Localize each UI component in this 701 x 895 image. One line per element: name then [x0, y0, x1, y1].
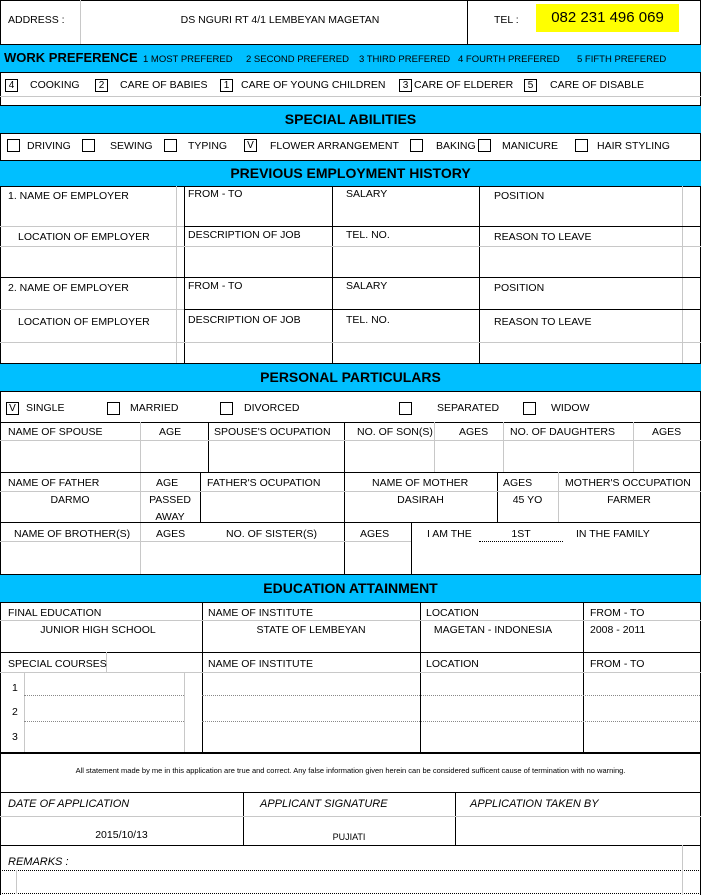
- ability-label-driving: DRIVING: [27, 140, 71, 152]
- courses-location-label: LOCATION: [426, 658, 479, 670]
- employer2-position-label: POSITION: [494, 282, 545, 294]
- tel-value[interactable]: 082 231 496 069: [536, 4, 679, 32]
- pref-legend-3: 3 THIRD PREFERED: [359, 54, 451, 65]
- status-label-single: SINGLE: [26, 402, 65, 414]
- work-preference-title: WORK PREFERENCE: [4, 50, 138, 65]
- mother-name-value[interactable]: DASIRAH: [397, 494, 444, 506]
- employer1-reason-label: REASON TO LEAVE: [494, 231, 592, 243]
- pref-label-elderer: CARE OF ELDERER: [414, 79, 514, 91]
- employer1-position-label: POSITION: [494, 190, 545, 202]
- mother-name-label: NAME OF MOTHER: [372, 477, 469, 489]
- pref-label-disable: CARE OF DISABLE: [550, 79, 644, 91]
- course-row-2: 2: [12, 706, 18, 718]
- mother-occupation-label: MOTHER'S OCCUPATION: [565, 477, 691, 489]
- personal-title: PERSONAL PARTICULARS: [260, 369, 441, 385]
- institute-value[interactable]: STATE OF LEMBEYAN: [256, 624, 366, 636]
- ability-label-sewing: SEWING: [110, 140, 153, 152]
- status-label-married: MARRIED: [130, 402, 179, 414]
- date-of-application-value[interactable]: 2015/10/13: [95, 829, 148, 841]
- course-row-3: 3: [12, 731, 18, 743]
- education-title: EDUCATION ATTAINMENT: [263, 580, 438, 596]
- employer2-from-to-label: FROM - TO: [188, 280, 243, 292]
- pref-rank-disable[interactable]: 5: [524, 79, 537, 92]
- ability-label-hair-styling: HAIR STYLING: [597, 140, 670, 152]
- father-age-value-line1[interactable]: PASSED: [149, 494, 191, 506]
- spouse-sons-ages-label: AGES: [459, 426, 489, 438]
- spouse-name-label: NAME OF SPOUSE: [8, 426, 103, 438]
- courses-institute-label: NAME OF INSTITUTE: [208, 658, 313, 670]
- date-of-application-label: DATE OF APPLICATION: [8, 798, 130, 810]
- pref-legend-2: 2 SECOND PREFERED: [246, 54, 349, 65]
- ability-check-typing[interactable]: [164, 139, 177, 152]
- pref-label-babies: CARE OF BABIES: [120, 79, 208, 91]
- employment-title: PREVIOUS EMPLOYMENT HISTORY: [230, 165, 471, 181]
- pref-label-young-children: CARE OF YOUNG CHILDREN: [241, 79, 386, 91]
- employer2-description-label: DESCRIPTION OF JOB: [188, 314, 301, 326]
- spouse-age-label: AGE: [159, 426, 182, 438]
- special-courses-label: SPECIAL COURSES: [8, 658, 107, 670]
- employer2-salary-label: SALARY: [346, 280, 388, 292]
- status-check-separated[interactable]: [399, 402, 412, 415]
- final-education-value[interactable]: JUNIOR HIGH SCHOOL: [40, 624, 156, 636]
- applicant-signature-label: APPLICANT SIGNATURE: [260, 798, 388, 810]
- mother-occupation-value[interactable]: FARMER: [607, 494, 651, 506]
- brothers-ages-label: AGES: [156, 528, 186, 540]
- employer1-tel-label: TEL. NO.: [346, 229, 390, 241]
- special-abilities-title: SPECIAL ABILITIES: [284, 111, 417, 127]
- remarks-label: REMARKS :: [8, 856, 69, 868]
- institute-label: NAME OF INSTITUTE: [208, 607, 313, 619]
- pref-rank-babies[interactable]: 2: [95, 79, 108, 92]
- ability-label-manicure: MANICURE: [502, 140, 559, 152]
- location-value[interactable]: MAGETAN - INDONESIA: [433, 624, 553, 636]
- pref-rank-elderer[interactable]: 3: [399, 79, 412, 92]
- ability-label-flower: FLOWER ARRANGEMENT: [270, 140, 399, 152]
- ability-check-driving[interactable]: [7, 139, 20, 152]
- status-check-widow[interactable]: [523, 402, 536, 415]
- status-label-widow: WIDOW: [551, 402, 590, 414]
- status-check-single[interactable]: V: [6, 402, 19, 415]
- ability-label-typing: TYPING: [188, 140, 228, 152]
- employer1-description-label: DESCRIPTION OF JOB: [188, 229, 301, 241]
- spouse-daughters-label: NO. OF DAUGHTERS: [510, 426, 616, 438]
- ability-label-baking: BAKING: [436, 140, 476, 152]
- ability-check-manicure[interactable]: [478, 139, 491, 152]
- employer1-salary-label: SALARY: [346, 188, 388, 200]
- from-to-value[interactable]: 2008 - 2011: [590, 624, 646, 636]
- location-label: LOCATION: [426, 607, 479, 619]
- spouse-daughters-ages-label: AGES: [652, 426, 682, 438]
- application-taken-by-label: APPLICATION TAKEN BY: [470, 798, 599, 810]
- statement-text: All statement made by me in this application are true and correct. Any false information given herein can be considered sufficent cause of termination with no warning.: [75, 766, 626, 775]
- father-age-value-line2[interactable]: AWAY: [155, 511, 185, 523]
- in-the-family-label: IN THE FAMILY: [576, 528, 650, 540]
- employer1-name-label: 1. NAME OF EMPLOYER: [8, 190, 129, 202]
- employer2-location-label: LOCATION OF EMPLOYER: [18, 316, 150, 328]
- status-check-divorced[interactable]: [220, 402, 233, 415]
- ability-check-hair-styling[interactable]: [575, 139, 588, 152]
- employer1-location-label: LOCATION OF EMPLOYER: [18, 231, 150, 243]
- status-label-divorced: DIVORCED: [244, 402, 300, 414]
- address-label: ADDRESS :: [8, 14, 65, 26]
- father-occupation-label: FATHER'S OCUPATION: [207, 477, 321, 489]
- sisters-ages-label: AGES: [360, 528, 390, 540]
- employer2-tel-label: TEL. NO.: [346, 314, 390, 326]
- tel-label: TEL :: [494, 14, 519, 26]
- employer2-name-label: 2. NAME OF EMPLOYER: [8, 282, 129, 294]
- courses-from-to-label: FROM - TO: [590, 658, 645, 670]
- mother-ages-label: AGES: [503, 477, 533, 489]
- from-to-label: FROM - TO: [590, 607, 645, 619]
- status-check-married[interactable]: [107, 402, 120, 415]
- pref-legend-1: 1 MOST PREFERED: [143, 54, 233, 65]
- pref-legend-5: 5 FIFTH PREFERED: [577, 54, 667, 65]
- father-name-value[interactable]: DARMO: [50, 494, 90, 506]
- brothers-label: NAME OF BROTHER(S): [14, 528, 131, 540]
- ability-check-baking[interactable]: [410, 139, 423, 152]
- father-age-label: AGE: [156, 477, 179, 489]
- pref-rank-cooking[interactable]: 4: [5, 79, 18, 92]
- final-education-label: FINAL EDUCATION: [8, 607, 102, 619]
- status-label-separated: SEPARATED: [437, 402, 500, 414]
- address-value[interactable]: DS NGURI RT 4/1 LEMBEYAN MAGETAN: [180, 14, 380, 26]
- mother-age-value[interactable]: 45 YO: [512, 494, 543, 506]
- ability-check-flower[interactable]: V: [244, 139, 257, 152]
- i-am-the-label: I AM THE: [427, 528, 472, 540]
- course-row-1: 1: [12, 682, 18, 694]
- employer2-reason-label: REASON TO LEAVE: [494, 316, 592, 328]
- pref-rank-young-children[interactable]: 1: [220, 79, 233, 92]
- father-name-label: NAME OF FATHER: [8, 477, 100, 489]
- employer1-from-to-label: FROM - TO: [188, 188, 243, 200]
- pref-legend-4: 4 FOURTH PREFERED: [458, 54, 560, 65]
- sisters-label: NO. OF SISTER(S): [226, 528, 318, 540]
- spouse-occupation-label: SPOUSE'S OCUPATION: [214, 426, 331, 438]
- ability-check-sewing[interactable]: [82, 139, 95, 152]
- spouse-sons-label: NO. OF SON(S): [357, 426, 433, 438]
- birth-order-value[interactable]: 1ST: [479, 528, 563, 542]
- applicant-signature-value[interactable]: PUJIATI: [332, 832, 366, 842]
- pref-label-cooking: COOKING: [30, 79, 80, 91]
